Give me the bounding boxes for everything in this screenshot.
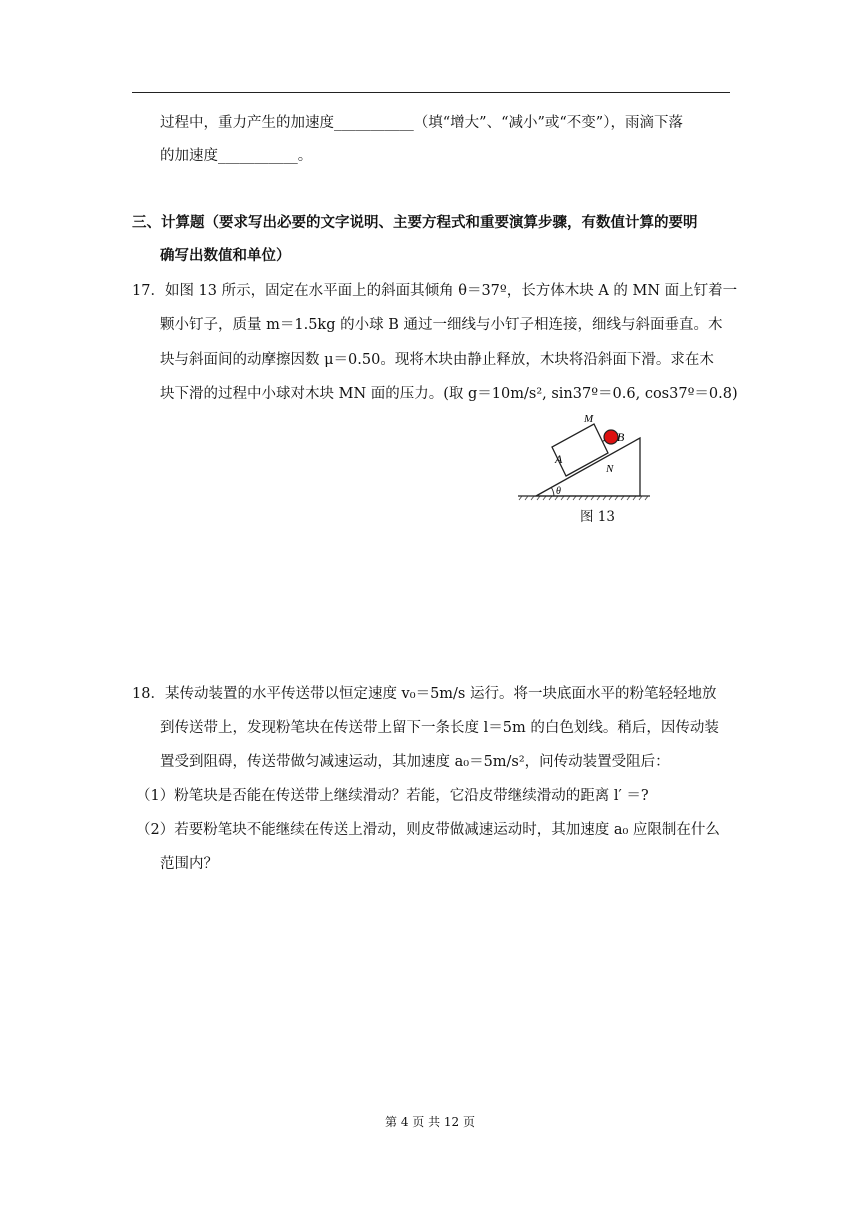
question-17-line: 17．如图 13 所示，固定在水平面上的斜面其倾角 θ＝37º，长方体木块 A 的 MN 面上钉着一	[132, 283, 738, 299]
section-heading-cont: 确写出数值和单位）	[160, 247, 291, 264]
question-18-line: 置受到阻碍，传送带做匀减速运动，其加速度 a₀＝5m/s²，问传动装置受阻后：	[160, 754, 670, 770]
incline-figure	[514, 408, 654, 518]
figure-caption: 图 13	[580, 509, 615, 525]
label-m: M	[584, 413, 594, 425]
page-footer: 第 4 页 共 12 页	[385, 1115, 475, 1129]
question-18-line: 范围内？	[160, 856, 218, 872]
label-a: A	[555, 452, 563, 466]
question-17-line: 块下滑的过程中小球对木块 MN 面的压力。(取 g＝10m/s², sin37º＝0.6, cos37º＝0.8)	[160, 386, 738, 402]
header-rule	[132, 92, 730, 93]
question-17-line: 块与斜面间的动摩擦因数 μ＝0.50。现将木块由静止释放，木块将沿斜面下滑。求在木	[160, 352, 714, 368]
question-17-line: 颗小钉子，质量 m＝1.5kg 的小球 B 通过一细线与小钉子相连接，细线与斜面垂直。木	[160, 317, 723, 333]
question-18-line: 18．某传动装置的水平传送带以恒定速度 v₀＝5m/s 运行。将一块底面水平的粉笔轻轻地放	[132, 686, 717, 702]
label-n: N	[606, 463, 614, 475]
text-line: 的加速度___________。	[160, 148, 313, 164]
label-theta: θ	[556, 486, 561, 497]
question-18-part-1: （1）粉笔块是否能在传送带上继续滑动？若能，它沿皮带继续滑动的距离 l′ ＝?	[136, 788, 649, 804]
question-18-line: 到传送带上，发现粉笔块在传送带上留下一条长度 l＝5m 的白色划线。稍后，因传动装	[160, 720, 719, 736]
label-b: B	[617, 430, 625, 444]
text-line: 过程中，重力产生的加速度___________（填“增大”、“减小”或“不变”），雨滴下落	[160, 115, 683, 131]
section-heading: 三、计算题（要求写出必要的文字说明、主要方程式和重要演算步骤，有数值计算的要明	[132, 214, 698, 231]
ball-b	[604, 430, 618, 444]
question-18-part-2: （2）若要粉笔块不能继续在传送上滑动，则皮带做减速运动时，其加速度 a₀ 应限制在什么	[136, 822, 720, 838]
